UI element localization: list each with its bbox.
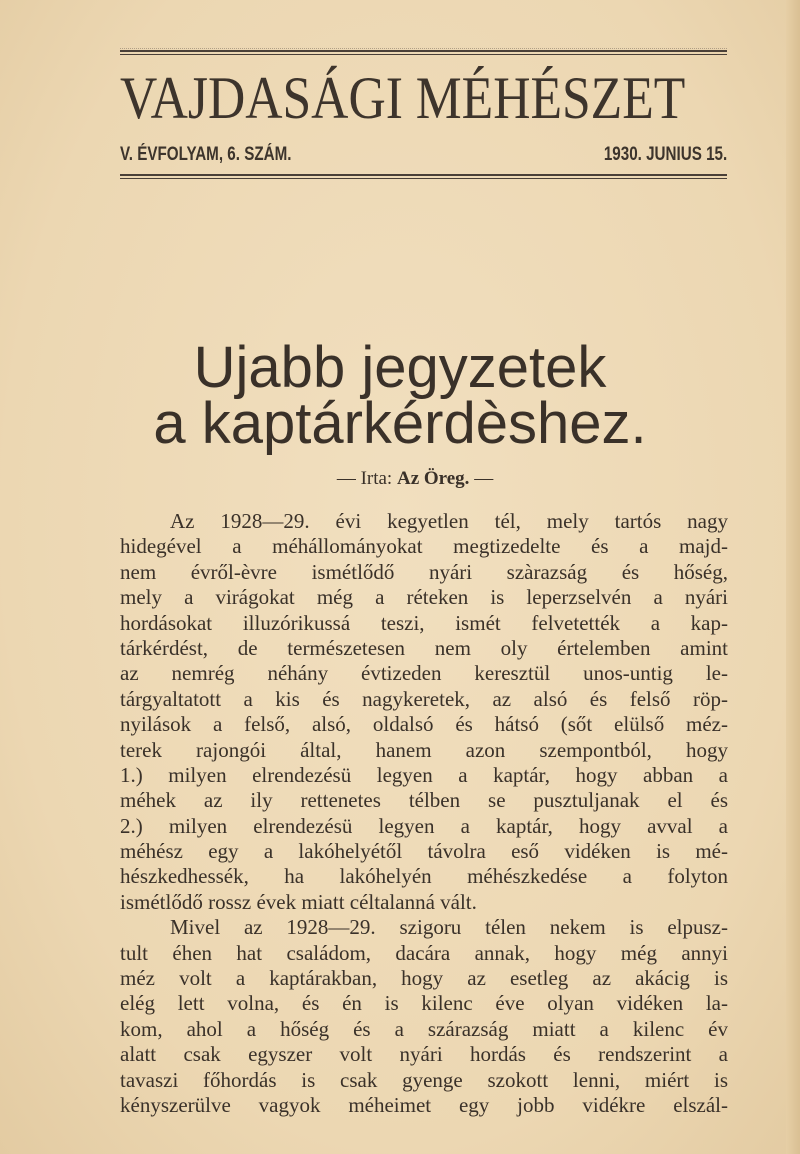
text-line: hészkedhessék, ha lakóhelyén méhészkedése a folyton <box>120 864 728 889</box>
page-edge <box>786 0 800 1154</box>
text-line: nyilások a felső, alsó, oldalsó és hátsó (sőt elülső méz- <box>120 712 728 737</box>
text-line: mely a virágokat még a réteken is leperzselvén a nyári <box>120 585 728 610</box>
masthead: VAJDASÁGI MÉHÉSZET <box>120 65 686 131</box>
article-body <box>120 509 728 1118</box>
text-line: méz volt a kaptárakban, hogy az esetleg az akácig is <box>120 966 728 991</box>
text-line: tárkérdést, de természetesen nem oly értelemben amint <box>120 635 728 660</box>
byline-author: Az Öreg. <box>396 468 470 489</box>
text-line: méhész egy a lakóhelyétől távolra eső vidéken is mé- <box>120 839 728 864</box>
text-line: 1.) milyen elrendezésü legyen a kaptár, hogy abban a <box>120 762 728 787</box>
byline-suffix: — <box>474 468 494 489</box>
text-line: Az 1928—29. évi kegyetlen tél, mely tartós nagy <box>170 509 728 533</box>
text-line: elég lett volna, és én is kilenc éve olyan vidéken la- <box>120 991 728 1016</box>
text-line: az nemrég néhány évtizeden keresztül unos-untig le- <box>120 661 728 686</box>
byline-prefix: — Irta: <box>336 468 393 489</box>
issue-date: 1930. JUNIUS 15. <box>603 144 727 165</box>
text-line: hidegével a méhállományokat megtizedelte és a majd- <box>120 534 728 559</box>
text-line: ismétlődő rossz évek miatt céltalanná vált. <box>120 889 477 914</box>
text-line: méhek az ily rettenetes télben se pusztuljanak el és <box>120 788 728 813</box>
text-line: tárgyaltatott a kis és nagykeretek, az alsó és felső röp- <box>120 686 728 711</box>
text-line: alatt csak egyszer volt nyári hordás és rendszerint a <box>120 1042 728 1067</box>
text-line: Mivel az 1928—29. szigoru télen nekem is elpusz- <box>170 915 728 940</box>
text-line: terek rajongói által, hanem azon szempontból, hogy <box>120 737 728 762</box>
byline <box>0 468 800 490</box>
article-title-line-2: a kaptárkérdèshez. <box>153 391 647 456</box>
top-rule <box>120 50 727 55</box>
article-title-line-1: Ujabb jegyzetek <box>193 335 607 400</box>
text-line: kényszerülve vagyok méheimet egy jobb vidékre elszál- <box>120 1092 728 1117</box>
bottom-rule <box>120 174 727 179</box>
text-line: tavaszi főhordás is csak gyenge szokott lenni, miért is <box>120 1067 728 1092</box>
text-line: kom, ahol a hőség és a szárazság miatt a kilenc év <box>120 1016 728 1041</box>
text-line: hordásokat illuzórikussá teszi, ismét felvetették a kap- <box>120 610 728 635</box>
text-line: 2.) milyen elrendezésü legyen a kaptár, hogy avval a <box>120 813 728 838</box>
top-faint-rule <box>120 42 727 49</box>
text-line: nem évről-èvre ismétlődő nyári szàrazság és hőség, <box>120 559 728 584</box>
issue-number: V. ÉVFOLYAM, 6. SZÁM. <box>120 144 292 165</box>
text-line: tult éhen hat családom, dacára annak, hogy még annyi <box>120 940 728 965</box>
